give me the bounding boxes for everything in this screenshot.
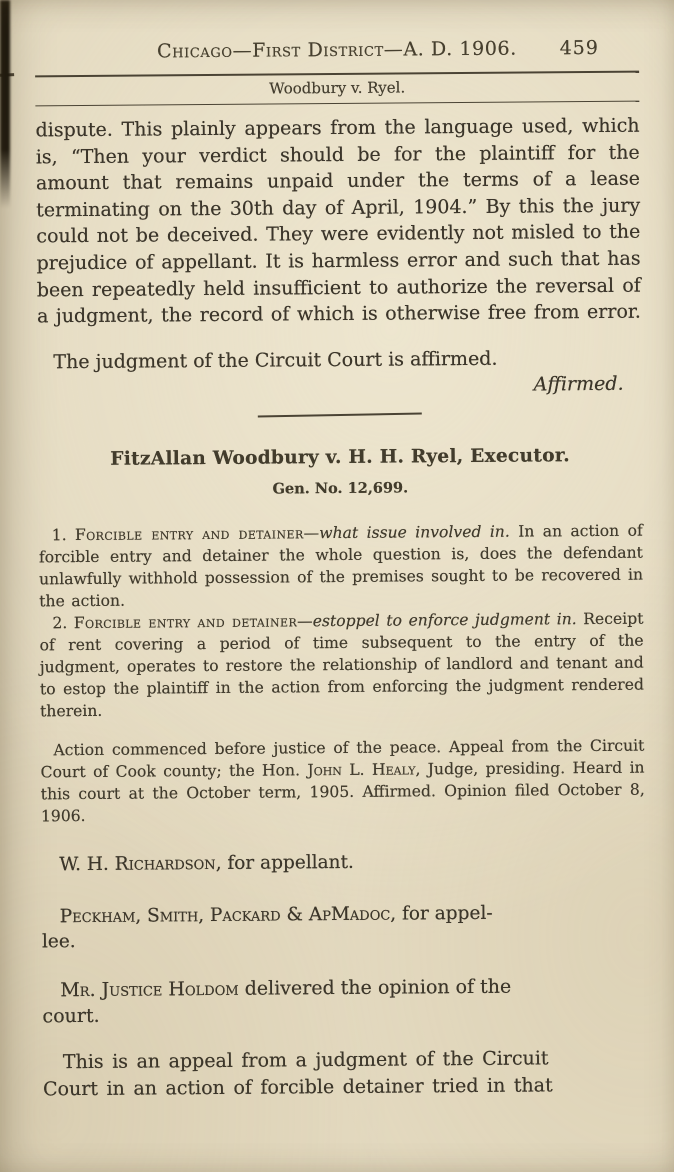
page-header-title: Chicago—First District—A. D. 1906. xyxy=(156,37,517,63)
headnote-1-text: In an action of forcible entry and detainer the whole question is, does the defendant unlawfully withhold possession of the premises sought to be recovered in the action. xyxy=(38,521,644,611)
running-head-box xyxy=(35,71,639,107)
attorney-appellant xyxy=(41,847,645,877)
opinion-byline xyxy=(42,972,646,1030)
attorney-appellee xyxy=(42,899,646,954)
headnote-2-separator: — xyxy=(297,611,313,631)
page-header xyxy=(35,36,639,65)
headnote-1-catchline: what issue involved in. xyxy=(319,522,510,542)
case-statement xyxy=(40,734,645,827)
opinion-justice-name: Mr. Justice Holdom xyxy=(60,977,239,1001)
opinion-byline-wrap: court. xyxy=(42,1005,100,1028)
judgment-line: The judgment of the Circuit Court is affirmed. xyxy=(53,347,498,373)
headnote-2-keyword: Forcible entry and detainer xyxy=(73,612,298,632)
opinion-first-paragraph xyxy=(43,1045,647,1104)
opinion-paragraph-line: This is an appeal from a judgment of the Circuit xyxy=(62,1047,549,1074)
headnote-2-number: 2. xyxy=(52,613,68,632)
attorney-appellee-role-wrap: lee. xyxy=(41,930,76,953)
headnote-1-separator: — xyxy=(303,523,320,542)
headnote-2-text: Receipt of rent covering a period of time subsequent to the entry of the judgment, operates to restore the relationship of landlord and tenant and to estop the plaintiff in the action from enforcing the judgment rendered therein. xyxy=(39,609,644,721)
opinion-paragraph-line: Court in an action of forcible detainer tried in that xyxy=(43,1074,553,1101)
disposition-label: Affirmed. xyxy=(533,373,624,396)
scan-binding-shadow xyxy=(0,0,10,208)
page-number: 459 xyxy=(559,36,600,60)
headnote-1-keyword: Forcible entry and detainer xyxy=(74,523,304,544)
attorney-appellant-role: , for appellant. xyxy=(215,851,354,874)
statement-pre: Action commenced before justice of the peace. Appeal from the Circuit Court of Cook county; the Hon. xyxy=(40,736,645,782)
section-divider-rule xyxy=(258,413,422,418)
attorney-appellee-name: Peckham, Smith, Packard & ApMadoc xyxy=(59,903,391,927)
attorney-appellee-role: , for appel- xyxy=(390,902,493,925)
statement-judge-name: John L. Healy xyxy=(307,760,416,779)
headnote-1 xyxy=(39,519,644,612)
opinion-byline-text: delivered the opinion of the xyxy=(238,975,512,1000)
running-head: Woodbury v. Ryel. xyxy=(269,78,406,98)
statement-post: , Judge, presiding. Heard in this court at the October term, 1905. Affirmed. Opinion filed October 8, 1906. xyxy=(40,758,645,826)
attorney-appellant-name: W. H. Richardson xyxy=(59,852,216,875)
case-title: FitzAllan Woodbury v. H. H. Ryel, Executor. xyxy=(110,444,570,470)
prior-opinion-paragraph: dispute. This plainly appears from the language used, which is, “Then your verdict should be for the plaintiff for the amount that remains unpaid under the terms of a lease terminating on the 30th day of April, 1904.” By this the jury could not be deceived. They were evidently not misled to the prejudice of appellant. It is harmless error and such that has been repeatedly held insufficient to authorize the reversal of a judgment, the record of which is otherwise free from error. xyxy=(35,114,641,328)
case-general-number: Gen. No. 12,699. xyxy=(272,479,409,498)
headnote-2-catchline: estoppel to enforce judgment in. xyxy=(312,609,577,630)
headnote-2 xyxy=(39,607,644,722)
headnote-1-number: 1. xyxy=(51,525,67,544)
